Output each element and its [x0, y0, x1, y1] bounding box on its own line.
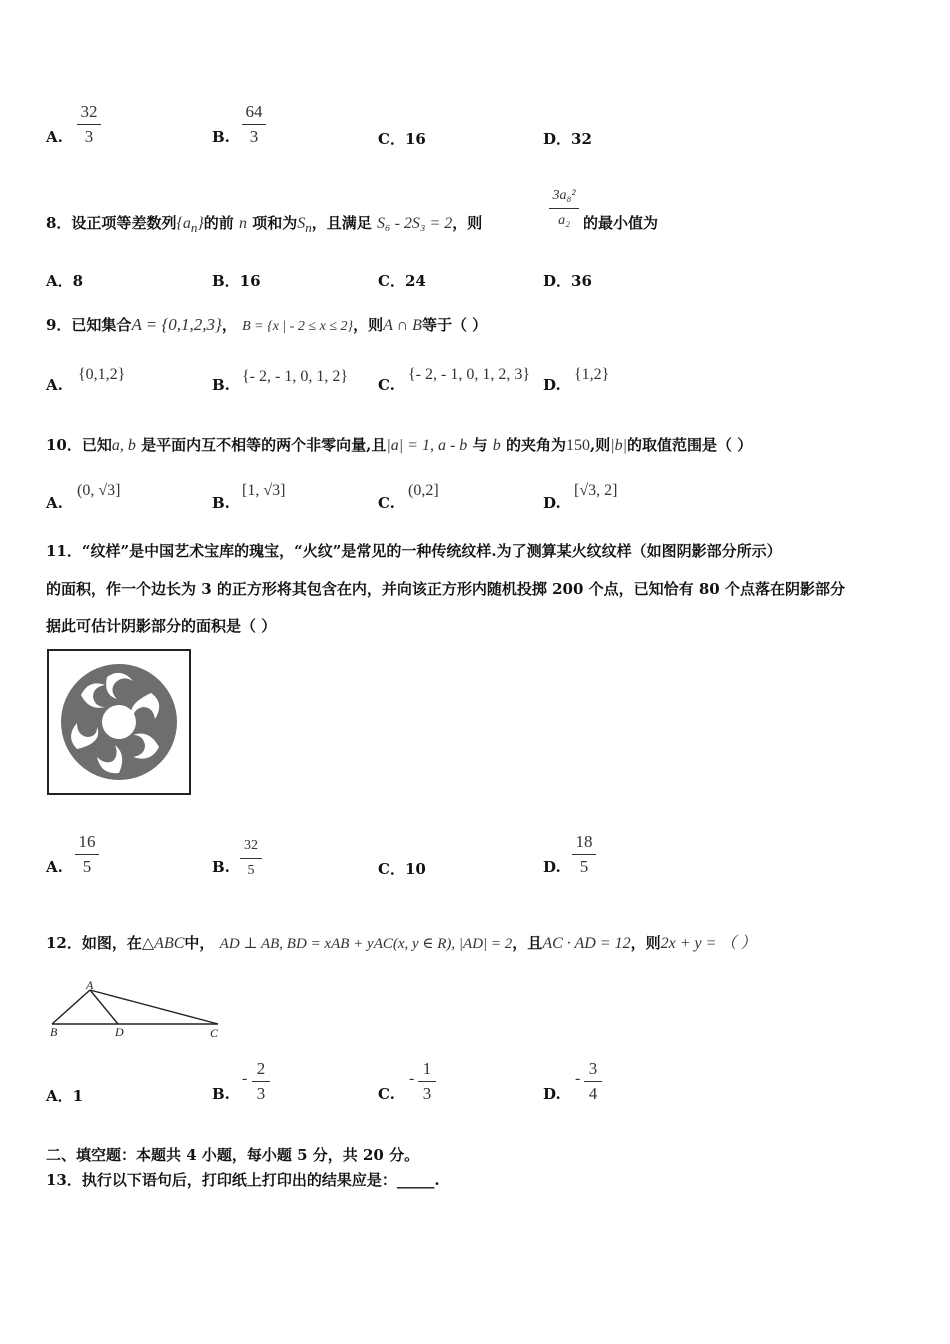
q10-option-b-label: B.	[212, 494, 230, 512]
section-2-heading: 二、填空题：本题共 4 小题，每小题 5 分，共 20 分。	[46, 1146, 420, 1164]
q10-stem: 10．已知a, b 是平面内互不相等的两个非零向量,且|a| = 1, a - b 与 b 的夹角为150,则|b|的取值范围是（ ）	[46, 436, 753, 454]
q11-option-d-label: D.	[543, 858, 561, 876]
q10-option-c-label: C.	[378, 494, 395, 512]
triangle-diagram	[48, 978, 228, 1040]
q10-option-c-value: (0,2]	[408, 482, 439, 499]
q11-line-3: 据此可估计阴影部分的面积是（ ）	[46, 617, 277, 635]
vertex-c-label: C	[210, 1026, 219, 1040]
q12-option-d-sign: -	[575, 1070, 581, 1087]
q12-option-c-fraction: 1 3	[418, 1059, 436, 1104]
q7-option-a-fraction: 32 3	[77, 102, 101, 147]
q9-option-b-label: B.	[212, 376, 230, 394]
q8-fraction: 3a₈² a₂	[549, 186, 579, 231]
vertex-b-label: B	[50, 1025, 58, 1039]
q8-stem: 8．设正项等差数列$\{a_n\}$的前 n 项和为$S_n$，且满足 S₆ - 2S₃ = 2，则	[46, 214, 483, 235]
q8-stem-end: 的最小值为	[583, 214, 659, 232]
q7-option-c: C．16	[378, 130, 426, 148]
q7-option-d: D．32	[543, 130, 592, 148]
q10-option-d-label: D.	[543, 494, 561, 512]
q9-option-c-label: C.	[378, 376, 395, 394]
q8-option-b: B．16	[212, 272, 261, 290]
q8-option-a: A．8	[46, 272, 84, 290]
q10-option-d-value: [√3, 2]	[574, 482, 618, 499]
q10-option-b-value: [1, √3]	[242, 482, 286, 499]
q7-option-b-label: B.	[212, 128, 230, 146]
q12-option-d-label: D.	[543, 1085, 561, 1103]
q11-option-c: C．10	[378, 860, 426, 878]
q9-stem: 9．已知集合A = {0,1,2,3}， B = {x | - 2 ≤ x ≤ 2}，则A ∩ B等于（ ）	[46, 315, 488, 334]
q12-option-b-label: B.	[212, 1085, 230, 1103]
q10-option-a-value: (0, √3]	[77, 482, 121, 499]
q9-option-a-value: {0,1,2}	[78, 366, 126, 383]
q8-option-c: C．24	[378, 272, 426, 290]
q7-option-a-label: A.	[46, 128, 63, 146]
q12-option-b-sign: -	[242, 1070, 248, 1087]
q11-option-b-label: B.	[212, 858, 230, 876]
q10-option-a-label: A.	[46, 494, 63, 512]
q8-option-d: D．36	[543, 272, 592, 290]
q11-option-a-label: A.	[46, 858, 63, 876]
fire-pattern-figure	[47, 649, 191, 795]
q11-option-d-fraction: 18 5	[572, 832, 596, 877]
triangle-figure	[48, 978, 228, 1040]
q9-option-d-label: D.	[543, 376, 561, 394]
q12-option-c-sign: -	[409, 1070, 415, 1087]
q11-option-a-fraction: 16 5	[75, 832, 99, 877]
fire-pattern-graphic	[49, 651, 189, 793]
q9-option-c-value: {- 2, - 1, 0, 1, 2, 3}	[408, 366, 531, 383]
q12-option-b-fraction: 2 3	[252, 1059, 270, 1104]
q9-option-b-value: {- 2, - 1, 0, 1, 2}	[242, 368, 349, 385]
q12-stem: 12．如图，在△ABC中， AD ⊥ AB, BD = xAB + yAC(x, y ∈ R), |AD| = 2，且AC · AD = 12，则2x + y = （ ）	[46, 934, 757, 952]
q11-line-2: 的面积，作一个边长为 3 的正方形将其包含在内，并向该正方形内随机投掷 200 个点，已知恰有 80 个点落在阴影部分	[46, 580, 845, 598]
q12-option-d-fraction: 3 4	[584, 1059, 602, 1104]
q9-option-d-value: {1,2}	[574, 366, 610, 383]
q12-option-a: A．1	[46, 1087, 84, 1105]
q12-option-c-label: C.	[378, 1085, 395, 1103]
q13-stem: 13．执行以下语句后，打印纸上打印出的结果应是：_____.	[46, 1171, 440, 1189]
vertex-d-label: D	[115, 1025, 124, 1039]
vertex-a-label: A	[86, 978, 94, 992]
q9-option-a-label: A.	[46, 376, 63, 394]
q7-option-b-fraction: 64 3	[242, 102, 266, 147]
fire-pattern-center-hole	[102, 705, 136, 739]
q11-line-1: 11．“纹样”是中国艺术宝库的瑰宝，“火纹”是常见的一种传统纹样.为了测算某火纹纹样（如图阴影部分所示）	[46, 542, 782, 560]
q11-option-b-fraction: 32 5	[240, 836, 262, 881]
